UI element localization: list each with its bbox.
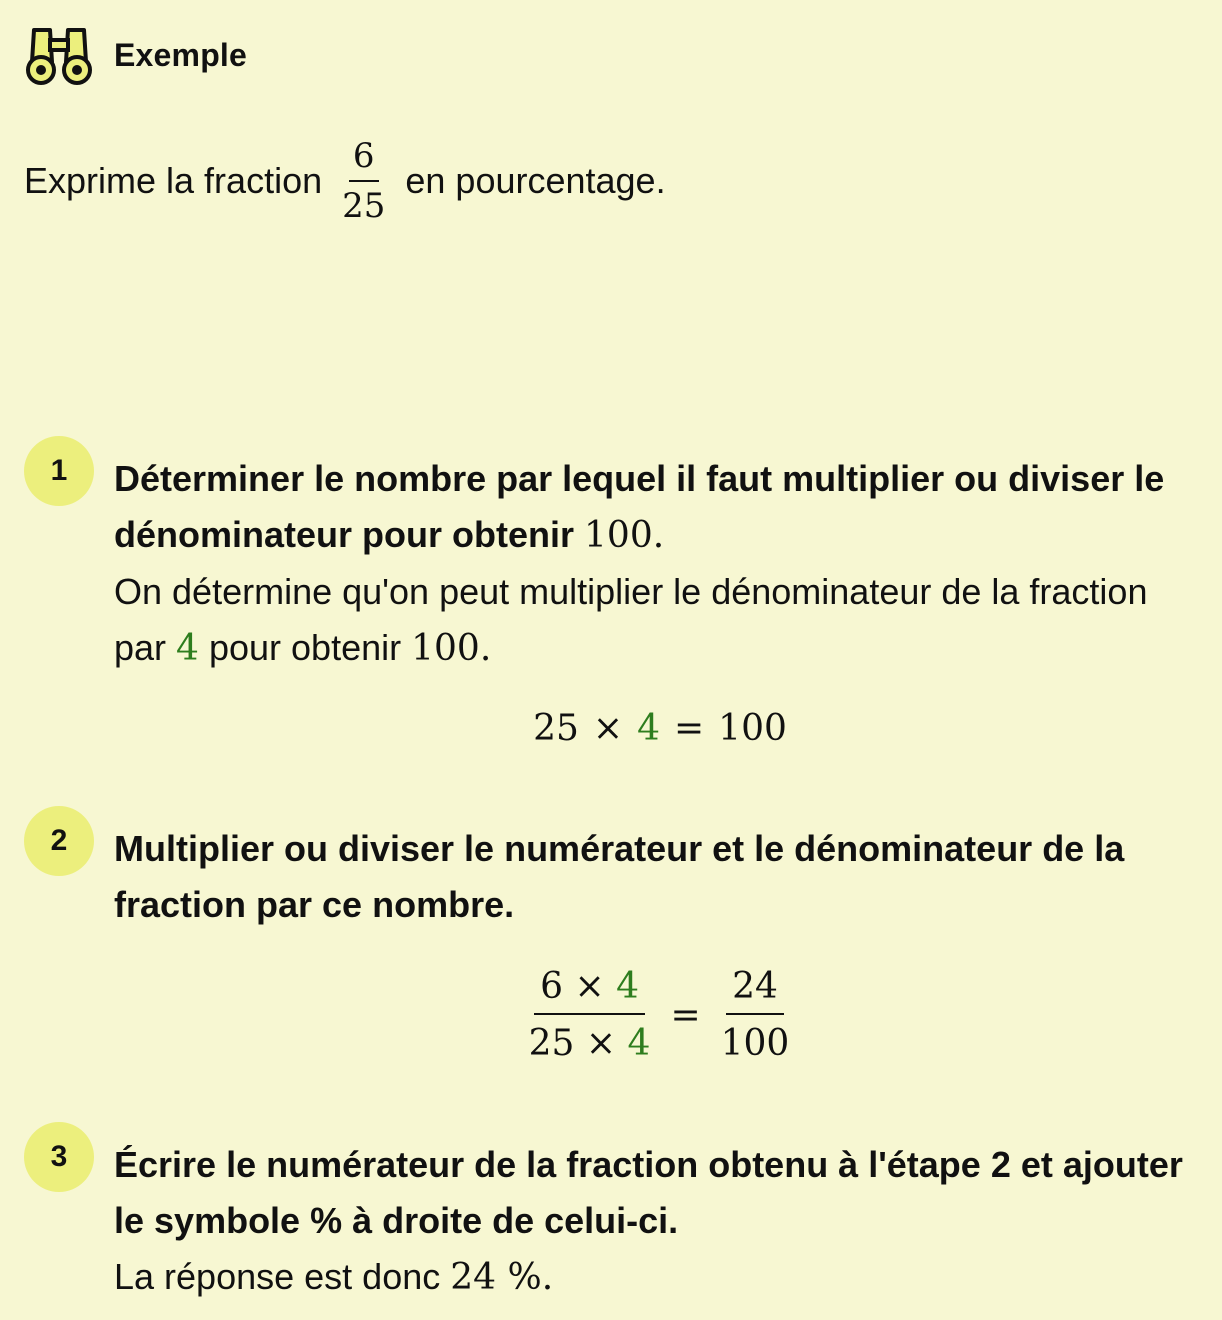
example-header — [24, 22, 247, 88]
left-denominator — [523, 1015, 657, 1064]
example-title: Exemple — [114, 36, 248, 73]
step-number-badge: 1 — [24, 436, 94, 506]
step-2-equation — [0, 966, 1222, 1064]
answer-value: 24 %. — [450, 1257, 554, 1298]
step-1-equation — [0, 708, 1222, 749]
equation-left: 25 — [533, 708, 579, 749]
numerator-factor: 4 — [616, 966, 639, 1007]
equation-operator: × — [592, 708, 624, 749]
right-denominator: 100 — [720, 1023, 790, 1064]
equation-equals: = — [674, 708, 705, 749]
step-3 — [24, 1122, 1204, 1306]
binoculars-icon — [24, 22, 94, 88]
numerator-value: 6 — [540, 966, 564, 1007]
left-fraction — [523, 966, 657, 1064]
multiply-operator: × — [574, 966, 605, 1007]
step-2 — [24, 806, 1204, 933]
step-1 — [24, 436, 1204, 677]
equation-result: 100 — [718, 708, 787, 749]
step-title — [114, 451, 1204, 564]
fraction-numerator: 6 — [349, 136, 379, 182]
step-number-badge: 2 — [24, 806, 94, 876]
step-explanation — [114, 564, 1204, 677]
explanation-part-2: pour obtenir — [208, 627, 402, 668]
right-numerator: 24 — [726, 966, 784, 1015]
statement-text-before: Exprime la fraction — [24, 160, 323, 201]
fraction-denominator: 25 — [342, 186, 386, 226]
statement-fraction — [338, 136, 389, 226]
equation-equals: = — [670, 994, 701, 1036]
step-number-badge: 3 — [24, 1122, 94, 1192]
factor-value: 4 — [176, 628, 199, 669]
step-title-math: 100. — [584, 515, 665, 556]
statement-text-after: en pourcentage. — [405, 160, 666, 201]
explanation-part-1: On détermine qu'on peut multiplier le dénominateur de la fraction par — [114, 571, 1148, 668]
equation-factor: 4 — [637, 708, 660, 749]
conclusion-text: La réponse est donc — [114, 1256, 441, 1297]
explanation-math: 100. — [411, 628, 492, 669]
exercise-statement — [24, 136, 666, 226]
step-conclusion — [114, 1249, 1204, 1306]
step-title: Écrire le numérateur de la fraction obtenu à l'étape 2 et ajouter le symbole % à droite de celui-ci. — [114, 1144, 1183, 1241]
multiply-operator: × — [585, 1023, 617, 1064]
step-title: Multiplier ou diviser le numérateur et le dénominateur de la fraction par ce nombre. — [114, 828, 1125, 925]
denominator-value: 25 — [528, 1023, 575, 1064]
left-numerator — [534, 966, 645, 1015]
denominator-factor: 4 — [627, 1023, 651, 1064]
step-title-text: Déterminer le nombre par lequel il faut multiplier ou diviser le dénominateur pour obtenir — [114, 458, 1165, 555]
right-fraction — [715, 966, 796, 1064]
